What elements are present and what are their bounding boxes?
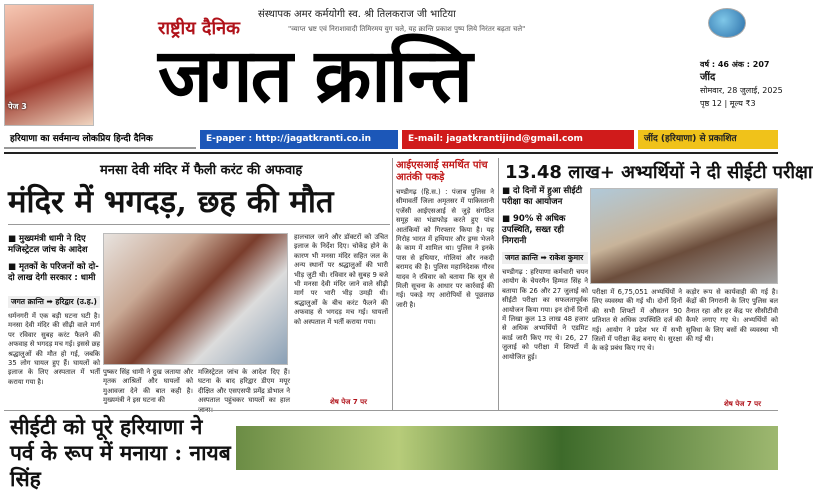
right-column-2: परीक्षा में 6,75,051 अभ्यर्थियों ने लिए व्यवस्था की गई थी। दोनों दिनों की सभी शिफ्टों में औसतन 90 प्रतिशत से अधिक उपस्थिति दर्ज की गई। आयोग ने प्रदेश भर में सभी जिलों में परीक्षा केंद्र बनाए थे। सुरक्षा के कड़े प्रबंध किए गए थे।	[592, 288, 682, 353]
bottom-divider	[4, 410, 778, 411]
lead-column-4: हालचाल जाने और डॉक्टरों को उचित इलाज के निर्देश दिए। चोकेंद्र होने के कारण भी मनसा मंदिर सहित जल के अन्य स्थानों पर श्रद्धालुओं की भारी भीड़ जुटी थी। रविवार को सुबह 9 बजे भी मनसा देवी मंदिर जाने वाले सीढ़ी मार्ग पर भारी भीड़ उमड़ी थी। श्रद्धालुओं के बीच करंट फैलने की अफवाह से भगदड़ मच गई। घायलों को अस्पताल में भर्ती कराया गया।	[294, 233, 388, 326]
column-rule-1	[392, 158, 393, 410]
bottom-photo	[236, 426, 778, 470]
lead-bullet-1: ■ मुख्यमंत्री धामी ने दिए मजिस्ट्रेटल जांच के आदेश	[8, 234, 88, 255]
right-bullet-text: 90% से अधिक उपस्थिति, सख्त रही निगरानी	[502, 214, 566, 246]
city: जींद	[700, 72, 716, 83]
masthead-photo	[4, 4, 94, 126]
lead-photo	[103, 233, 288, 365]
photo-caption: पेज 3	[8, 102, 27, 111]
right-headline: 13.48 लाख+ अभ्यर्थियों ने दी सीईटी परीक्षा	[505, 162, 813, 183]
lead-column-3: मजिस्ट्रेटल जांच के आदेश दिए हैं। घटना के बाद हरिद्वार डीएम मयूर दीक्षित और एसएसपी प्रमेंद्र डोभाल ने अस्पताल पहुंचकर घायलों का हाल	[198, 368, 290, 405]
right-photo	[590, 188, 778, 284]
lead-column-2: पुष्कर सिंह धामी ने दुख जताया और मृतक आश्रितों और घायलों को मुआवजा देने की बात कही है। मुख्यमंत्री ने इस घटना की	[103, 368, 193, 405]
slogan-bar: हरियाणा का सर्वमान्य लोकप्रिय हिन्दी दैनिक	[4, 130, 196, 149]
lead-divider	[8, 224, 390, 225]
founder-line: संस्थापक अमर कर्मयोगी स्व. श्री तिलकराज जी भाटिया	[258, 9, 456, 20]
right-column-3: कड़ोर रूप से कार्यवाही की गई है। केंद्रों की निगरानी के लिए पुलिस बल तैनात रहा और हर केंद्र पर सीसीटीवी कैमरे लगाए गए थे। अभ्यर्थियों को सुविधा के लिए बसों की व्यवस्था भी की गई थी।	[686, 288, 778, 344]
lead-continued: शेष पेज 7 पर	[330, 398, 367, 406]
right-byline: जगत क्रान्ति ➡ राकेश कुमार	[502, 252, 588, 264]
right-bullet-text: दो दिनों में हुआ सीईटी परीक्षा का आयोजन	[502, 186, 583, 207]
right-bullet-1: ■ दो दिनों में हुआ सीईटी परीक्षा का आयोजन	[502, 186, 583, 207]
epaper-link[interactable]: E-paper : http://jagatkranti.co.in	[200, 130, 398, 149]
small-title: राष्ट्रीय दैनिक	[158, 18, 240, 39]
issue-date: सोमवार, 28 जुलाई, 2025	[700, 86, 783, 95]
column-rule-2	[498, 158, 499, 410]
issue-number: वर्ष : 46 अंक : 207	[700, 60, 770, 69]
bottom-headline: सीईटी को पूरे हरियाणा ने पर्व के रूप में मनाया : नायब सिंह	[10, 414, 231, 491]
lead-bullet-2: ■ मृतकों के परिजनों को दो-दो लाख देगी सरकार : धामी	[8, 262, 99, 283]
lead-kicker: मनसा देवी मंदिर में फैली करंट की अफवाह	[100, 163, 303, 178]
lead-byline: जगत क्रान्ति ➡ हरिद्वार (उ.ह.)	[8, 296, 100, 308]
published-from: जींद (हरियाणा) से प्रकाशित	[638, 130, 778, 149]
lead-bullet-text: मुख्यमंत्री धामी ने दिए मजिस्ट्रेटल जांच के आदेश	[8, 234, 88, 255]
right-continued: शेष पेज 7 पर	[724, 400, 761, 408]
mid-body: चण्डीगढ़ (हि.स.) : पंजाब पुलिस ने सीमावर्ती जिला अमृतसर में पाकिस्तानी एजेंसी आईएसआई से जुड़े संगठित समूह का भंडाफोड़ करते हुए पांच आतंकियों को गिरफ्तार किया है। यह गिरोह भारत में हथियार और ड्रग्स भेजने के काम में शामिल था। पुलिस ने इनके पास से हथियार, गोलियां और नकदी बरामद की है। पुलिस महानिदेशक गौरव यादव ने रविवार को बताया कि सूत्र से मिली सूचना के आधार पर कार्रवाई की गई। पकड़े गए आरोपियों से पूछताछ जारी है।	[396, 188, 494, 309]
lead-headline: मंदिर में भगदड़, छह की मौत	[8, 184, 334, 220]
right-bullet-2: ■ 90% से अधिक उपस्थिति, सख्त रही निगरानी	[502, 214, 566, 246]
globe-logo-icon	[708, 8, 746, 38]
issue-meta	[700, 58, 783, 110]
mid-kicker: आईएसआई समर्थित पांच आतंकी पकड़े	[396, 160, 488, 183]
tagline: "व्याप्त भ्रष्ट एवं निराशावादी तिमिरमय युग चले, यह क्रान्ति प्रकाश पुष्प लिये निरंतर बढ़ता चले"	[288, 25, 526, 33]
lead-column-1: धर्मनगरी में एक बड़ी घटना घटी है। मनसा देवी मंदिर की सीढ़ी वाले मार्ग पर रविवार सुबह करंट फैलने की अफवाह से भगदड़ मच गई। इससे छह श्रद्धालुओं की मौत हो गई, जबकि 35 लोग घायल हुए हैं। घायलों को इलाज के लिए अस्पताल में भर्ती कराया गया है।	[8, 312, 101, 386]
right-column-1: चण्डीगढ़ : हरियाणा कर्मचारी चयन आयोग के चेयरमैन हिम्मत सिंह ने बताया कि 26 और 27 जुलाई को सीईटी परीक्षा का सफलतापूर्वक आयोजन किया गया। इन दोनों दिनों में लिखा कुल 13 लाख 48 हजार से अधिक अभ्यर्थियों ने एडमिट कार्ड जारी किए गए थे। 26, 27 जुलाई को परीक्षा में शिफ्टों में आयोजित हुई।	[502, 268, 588, 361]
newspaper-title: जगत क्रान्ति	[158, 33, 471, 119]
lead-bullet-text: मृतकों के परिजनों को दो-दो लाख देगी सरकार : धामी	[8, 262, 99, 283]
masthead-divider	[4, 152, 778, 154]
pages-price: पृष्ठ 12 | मूल्य ₹3	[700, 99, 756, 108]
email-link[interactable]: E-mail: jagatkrantijind@gmail.com	[402, 130, 634, 149]
